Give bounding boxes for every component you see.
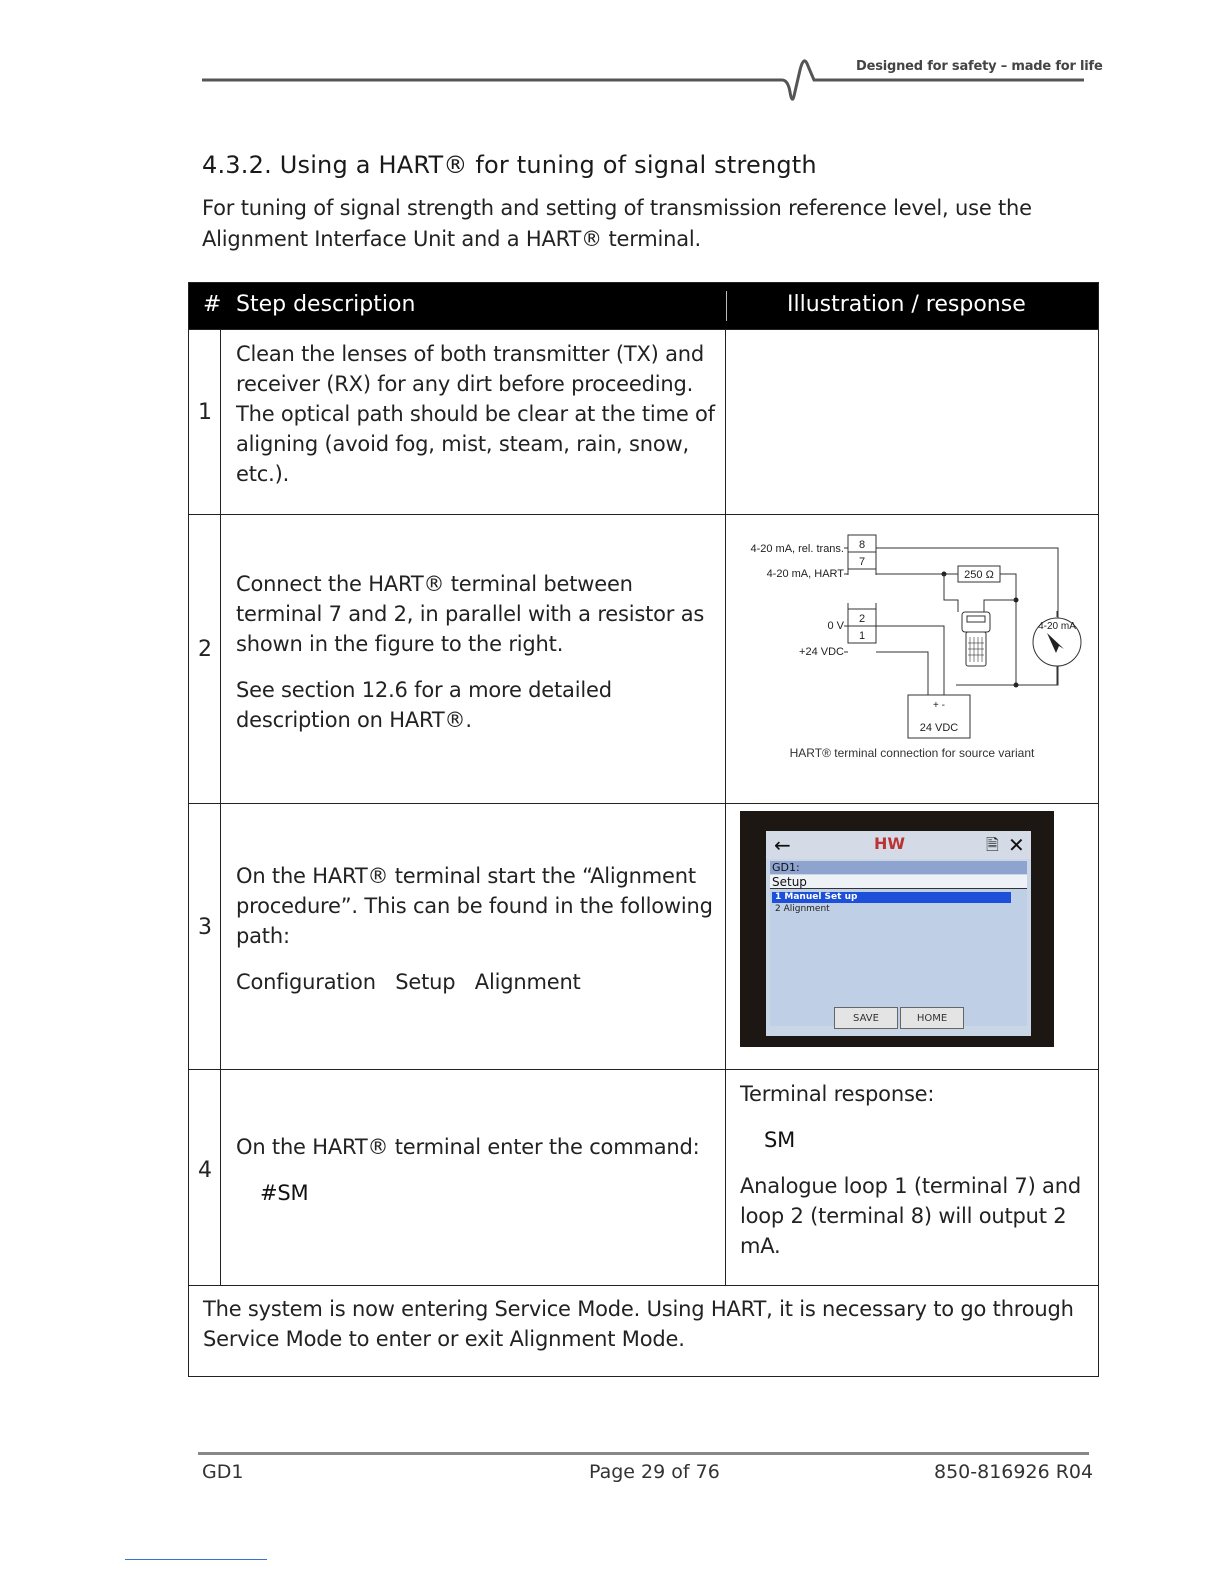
command-text: #SM — [260, 1181, 309, 1205]
table-header — [189, 283, 1098, 329]
steps-table — [188, 282, 1099, 1377]
footer-product: GD1 — [202, 1461, 244, 1483]
header-num: # — [203, 292, 222, 317]
label-rel-trans: 4-20 mA, rel. trans. — [750, 543, 844, 555]
screen-save-button: SAVE — [834, 1007, 898, 1029]
header-tagline: Designed for safety – made for life — [856, 59, 1103, 74]
hart-wiring-diagram — [726, 515, 1098, 803]
screen-home-button: HOME — [900, 1007, 964, 1029]
diagram-caption: HART® terminal connection for source variant — [789, 746, 1035, 760]
footer-doc-number: 850-816926 R04 — [934, 1461, 1094, 1483]
step-description: On the HART® terminal start the “Alignment procedure”. This can be found in the following path: — [236, 864, 713, 948]
menu-item-alignment: 2 Alignment — [775, 904, 830, 914]
response-label: Terminal response: — [740, 1082, 935, 1106]
step-number: 3 — [198, 915, 212, 940]
header-illustration: Illustration / response — [787, 292, 1026, 317]
hw-logo: HW — [874, 834, 906, 853]
document-icon: 🗎 — [986, 835, 999, 854]
label-0v: 0 V — [827, 620, 844, 632]
section-intro: For tuning of signal strength and setting of transmission reference level, use the Alignment Interface Unit and a HART® terminal. — [202, 196, 1032, 251]
corner-mark — [125, 1559, 267, 1560]
menu-path: Configuration Setup Alignment — [236, 970, 581, 994]
step-number: 4 — [198, 1158, 212, 1183]
terminal-2: 2 — [858, 613, 866, 625]
label-24vdc: +24 VDC — [799, 646, 844, 658]
footer-rule — [198, 1452, 1089, 1455]
step-description-note: See section 12.6 for a more detailed description on HART®. — [236, 678, 612, 732]
step-description: Connect the HART® terminal between terminal 7 and 2, in parallel with a resistor as shown in the figure to the right. — [236, 572, 705, 656]
service-mode-note: The system is now entering Service Mode. Using HART, it is necessary to go through Service Mode to enter or exit Alignment Mode. — [203, 1297, 1074, 1351]
section-title: 4.3.2. Using a HART® for tuning of signal strength — [202, 151, 817, 179]
step-description: On the HART® terminal enter the command: — [236, 1135, 700, 1159]
supply-label: 24 VDC — [919, 722, 959, 734]
supply-polarity: + - — [933, 700, 945, 711]
header-divider — [726, 291, 727, 321]
wiring-diagram-svg — [726, 515, 1098, 804]
hart-screen — [766, 831, 1031, 1036]
terminal-7: 7 — [858, 556, 866, 568]
hart-terminal-photo — [740, 811, 1054, 1047]
close-icon: ✕ — [1008, 833, 1025, 857]
resistor-label: 250 Ω — [964, 569, 994, 581]
table-row — [189, 329, 1098, 514]
illustration-empty — [726, 330, 1098, 514]
response-code: SM — [764, 1128, 796, 1152]
table-row — [189, 803, 1098, 1069]
header-step: Step description — [236, 292, 416, 317]
table-row — [189, 514, 1098, 803]
table-footer-note-row — [189, 1285, 1098, 1377]
screen-title-menu: Setup — [770, 875, 1027, 889]
terminal-1: 1 — [858, 630, 866, 642]
step-number: 2 — [198, 637, 212, 662]
terminal-8: 8 — [858, 539, 866, 551]
step-number: 1 — [198, 400, 212, 425]
response-text: Analogue loop 1 (terminal 7) and loop 2 (terminal 8) will output 2 mA. — [740, 1174, 1081, 1258]
back-arrow-icon: ← — [774, 833, 791, 857]
footer-page-number: Page 29 of 76 — [589, 1461, 720, 1483]
label-hart: 4-20 mA, HART — [766, 568, 844, 580]
menu-item-manual-setup: 1 Manuel Set up — [772, 892, 1011, 903]
screen-title-device: GD1: — [770, 861, 1027, 874]
meter-label: 4-20 mA — [1038, 621, 1076, 632]
step-description: Clean the lenses of both transmitter (TX) and receiver (RX) for any dirt before proceeding. The optical path should be clear at the time of aligning (avoid fog, mist, steam, rain, snow, etc.). — [236, 342, 715, 486]
table-row — [189, 1069, 1098, 1285]
